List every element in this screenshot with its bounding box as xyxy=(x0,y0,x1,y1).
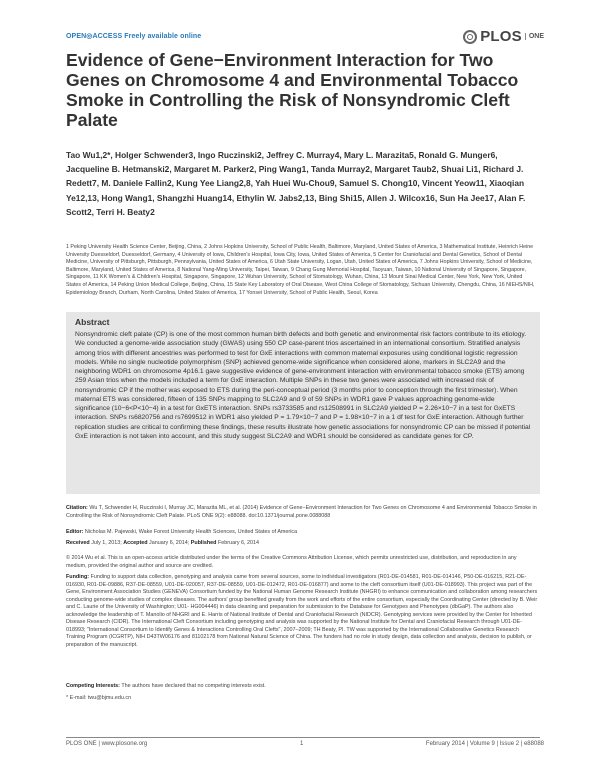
footer-issue: February 2014 | Volume 9 | Issue 2 | e88088 xyxy=(425,741,544,747)
funding: Funding: Funding to support data collection, genotyping and analysis came from several sources, some to individual investigators (R01-DE-014581, R01-DE-014146, P50-DE-016215, R21-DE-016930, R01-DE-09886, R37-DE-08559, U01-DE-020057, R37-DE-08559, U01-DE-012472, R01-DE-016877) and some to the cleft consortium itself (U01-DE-018993). This project was part of the Gene, Environment Association Studies (GENEVA) Consortium funded by the National Human Genome Research Institute (NHGRI) to enhance communication and collaboration among researchers conducting genome-wide studies of complex diseases. The authors' group benefited greatly from the work and efforts of the entire consortium, especially the Coordinating Center (directed by B. Weir and C. Laurie of the University of Washington; U01- HG004446) in data cleaning and preparation for submission to the Database for Genotypes and Phenotypes (dbGaP). The authors also acknowledge the leadership of T. Manolio of NHGRI and E. Harris of National Institute of Dental and Craniofacial Research (NIDCR). Genotyping services were provided by the Center for Inherited Disease Research (CIDR). The International Cleft Consortium including genotyping and analysis was supported by the National Institute for Dental and Craniofacial Research through U01-DE-018993; "International Consortium to Identify Genes & Interactions Controlling Oral Clefts", 2007–2009; TH Beaty, PI. TW was supported by the International Collaborative Genetics Research Training Program (ICGRTP), NIH D43TW06176 and 81102178 from National Natural Science of China. The funders had no role in study design, data collection and analysis, decision to publish, or preparation of the manuscript. xyxy=(66,574,538,648)
freely-available-label: Freely available online xyxy=(124,33,202,40)
article-dates: Received July 1, 2013; Accepted January 6, 2014; Published February 6, 2014 xyxy=(66,540,260,546)
page-number: 1 xyxy=(300,741,304,747)
corresponding-email: * E-mail: twu@bjmu.edu.cn xyxy=(66,695,132,701)
footer-journal: PLOS ONE | www.plosone.org xyxy=(66,741,148,747)
author-list: Tao Wu1,2*, Holger Schwender3, Ingo Ruczinski2, Jeffrey C. Murray4, Mary L. Marazita5, Ronald G. Munger6, Jacqueline B. Hetmanski2, Margaret M. Parker2, Ping Wang1, Tanda Murray2, Margaret Taub2, Shuai Li1, Richard J. Redett7, M. Daniele Fallin2, Kung Yee Liang2,8, Yah Huei Wu-Chou9, Samuel S. Chong10, Vincent Yeow11, Xiaoqian Ye12,13, Hong Wang1, Shangzhi Huang14, Ethylin W. Jabs2,13, Bing Shi15, Allen J. Wilcox16, Sun Ha Jee17, Alan F. Scott2, Terri H. Beaty2 xyxy=(66,150,526,217)
abstract-heading: Abstract xyxy=(75,317,110,327)
footer-rule xyxy=(66,737,540,738)
abstract-box xyxy=(66,312,540,494)
plos-logo-icon xyxy=(463,30,477,44)
page-footer xyxy=(66,741,544,751)
plos-one-logo: PLOS ONE xyxy=(463,28,544,45)
abstract-text: Nonsyndromic cleft palate (CP) is one of the most common human birth defects and both genetic and environmental risk factors contribute to its etiology. We conducted a genome-wide association study (GWAS) using 550 CP case-parent trios ascertained in an international consortium. Stratified analysis among trios with different ancestries was performed to test for GxE interactions with common maternal exposures using conditional logistic regression models. While no single nucleotide polymorphism (SNP) achieved genome-wide significance when considered alone, markers in SLC2A9 and the neighboring WDR1 on chromosome 4p16.1 gave suggestive evidence of gene-environment interaction with environmental tobacco smoke (ETS) among 259 Asian trios when the models included a term for GxE interaction. Multiple SNPs in these two genes were associated with increased risk of nonsyndromic CP if the mother was exposed to ETS during the peri-conceptual period (3 months prior to conception through the first trimester). When maternal ETS was considered, fifteen of 135 SNPs mapping to SLC2A9 and 9 of 59 SNPs in WDR1 gave P values approaching genome-wide significance (10−6<P<10−4) in a test for GxETS interaction. SNPs rs3733585 and rs12508991 in SLC2A9 yielded P = 2.26×10−7 in a test for GxETS interaction. SNPs rs6820756 and rs7699512 in WDR1 also yielded P = 1.79×10−7 and P = 1.98×10−7 in a 1 df test for GxE interaction. Although further replication studies are critical to confirming these findings, these results illustrate how genetic associations for nonsyndromic CP can be missed if potential GxE interaction is not taken into account, and this study suggest SLC2A9 and WDR1 should be considered as candidate genes for CP. xyxy=(75,331,531,440)
article-title: Evidence of Gene−Environment Interaction for Two Genes on Chromosome 4 and Environmental Tobacco Smoke in Controlling the Risk of Nonsyndromic Cleft Palate xyxy=(66,50,519,130)
open-access-badge: OPEN◎ACCESS Freely available online xyxy=(66,33,202,40)
journal-header xyxy=(66,28,544,48)
citation: Citation: Wu T, Schwender H, Ruczinski I, Murray JC, Marazita ML, et al. (2014) Evidence of Gene−Environment Interaction for Two Genes on Chromosome 4 and Environmental Tobacco Smoke in Controlling the Risk of Nonsyndromic Cleft Palate. PLoS ONE 9(2): e88088. doi:10.1371/journal.pone.0088088 xyxy=(66,505,537,519)
editor: Editor: Nicholas M. Pajewski, Wake Forest University Health Sciences, United States of America xyxy=(66,529,298,535)
copyright: © 2014 Wu et al. This is an open-access article distributed under the terms of the Creative Commons Attribution License, which permits unrestricted use, distribution, and reproduction in any medium, provided the original author and source are credited. xyxy=(66,555,517,569)
affiliations: 1 Peking University Health Science Center, Beijing, China, 2 Johns Hopkins University, School of Public Health, Baltimore, Maryland, United States of America, 3 Mathematical Institute, Heinrich Heine University Duesseldorf, Duesseldorf, Germany, 4 University of Iowa, Children's Hospital, Iowa City, Iowa, United States of America, 5 Center for Craniofacial and Dental Genetics, School of Dental Medicine, University of Pittsburgh, Pittsburgh, Pennsylvania, United States of America, 6 Utah State University, Logan, Utah, United States of America, 7 Johns Hopkins University, School of Medicine, Baltimore, Maryland, United States of America, 8 National Yang-Ming University, Taipei, Taiwan, 9 Chang Gung Memorial Hospital, Taoyuan, Taiwan, 10 National University of Singapore, Singapore, Singapore, 11 KK Women's & Children's Hospital, Singapore, Singapore, 12 Wuhan University, School of Stomatology, Wuhan, China, 13 Mount Sinai Medical Center, New York, New York, United States of America, 14 Peking Union Medical College, Beijing, China, 15 State Key Laboratory of Oral Disease, West China College of Stomatology, Sichuan University, Chengdu, China, 16 NIEHS/NIH, Epidemiology Branch, Durham, North Carolina, United States of America, 17 Yonsei University, School of Public Health, Seoul, Korea xyxy=(66,244,535,296)
competing-interests: Competing Interests: The authors have declared that no competing interests exist. xyxy=(66,683,266,689)
